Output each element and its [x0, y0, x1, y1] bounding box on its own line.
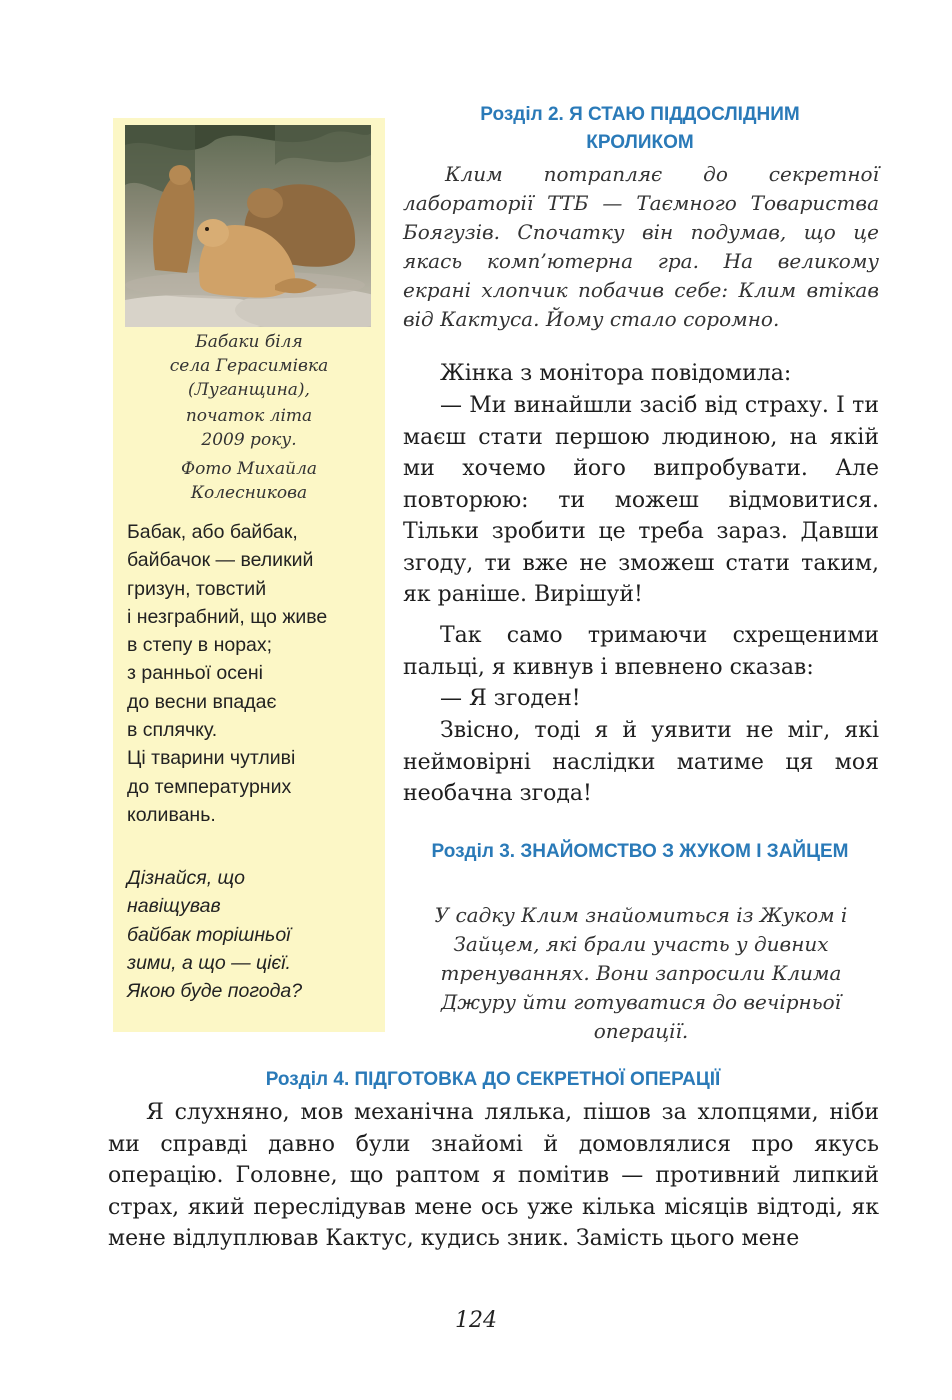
section-4-paragraph: Я слухняно, мов механічна лялька, пішов за хлопцями, ніби ми справді давно були знайомі й домовлялися про якусь операцію. Головне, що раптом я помітив — противний липкий страх, який переслідував мене ось уже кілька місяців відтоді, як мене відлуплював Кактус, кудись зник. Замість цього мене [108, 1100, 879, 1251]
section-2-paragraph-3: Так само тримаючи схрещеними пальці, я кивнув і впевнено сказав: [403, 623, 879, 680]
page-number: 124 [455, 1308, 497, 1333]
section-3-summary: У садку Клим знайомиться із Жуком і Зайцем, які брали участь у дивних тренуваннях. Вони запросили Клима Джуру йти готуватися до вечірньої операції. [434, 903, 848, 1043]
section-2-heading: Розділ 2. Я СТАЮ ПІДДОСЛІДНИМ КРОЛИКОМ [480, 104, 800, 153]
marmots-photo [125, 125, 371, 327]
section-2-paragraph-4: — Я згоден! [440, 686, 581, 711]
section-2-paragraph-2: — Ми винайшли засіб від страху. І ти маєш стати першою людиною, на якій ми хочемо його випробувати. Але повторюю: ти можеш відмовитися. Тільки зробити це треба зараз. Давши згоду, ти вже не зможеш стати таким, як раніше. Вирішуй! [403, 393, 879, 607]
section-4-heading: Розділ 4. ПІДГОТОВКА ДО СЕКРЕТНОЇ ОПЕРАЦІЇ [265, 1069, 721, 1090]
section-2-paragraph-5: Звісно, тоді я й уявити не міг, які неймовірні наслідки матиме ця моя необачна згода! [403, 718, 879, 806]
photo-caption-place: Бабаки біля села Герасимівка (Луганщина), [169, 332, 329, 400]
section-3-heading: Розділ 3. ЗНАЙОМСТВО З ЖУКОМ І ЗАЙЦЕМ [431, 841, 849, 862]
marmot-task-text: Дізнайся, що навіщував байбак торішньої зими, а що — цієї. Якою буде погода? [127, 867, 303, 1003]
photo-caption-date: початок літа 2009 року. [185, 406, 313, 450]
photo-caption-credit: Фото Михайла Колесникова [180, 459, 318, 503]
marmot-fact-text: Бабак, або байбак, байбачок — великий гризун, товстий і незграбний, що живе в степу в норах; з ранньої осені до весни впадає в сплячку. Ці тварини чутливі до температурних коливань. [127, 521, 328, 826]
marmots-illustration [125, 125, 371, 327]
section-2-summary: Клим потрапляє до секретної лабораторії ТТБ — Таємного Товариства Боягузів. Спочатку він подумав, що це якась комп’ютерна гра. На великому екрані хлопчик побачив себе: Клим втікав від Кактуса. Йому стало соромно. [403, 162, 879, 331]
sidebar-panel [113, 118, 385, 1032]
section-2-paragraph-1: Жінка з монітора повідомила: [440, 361, 792, 386]
